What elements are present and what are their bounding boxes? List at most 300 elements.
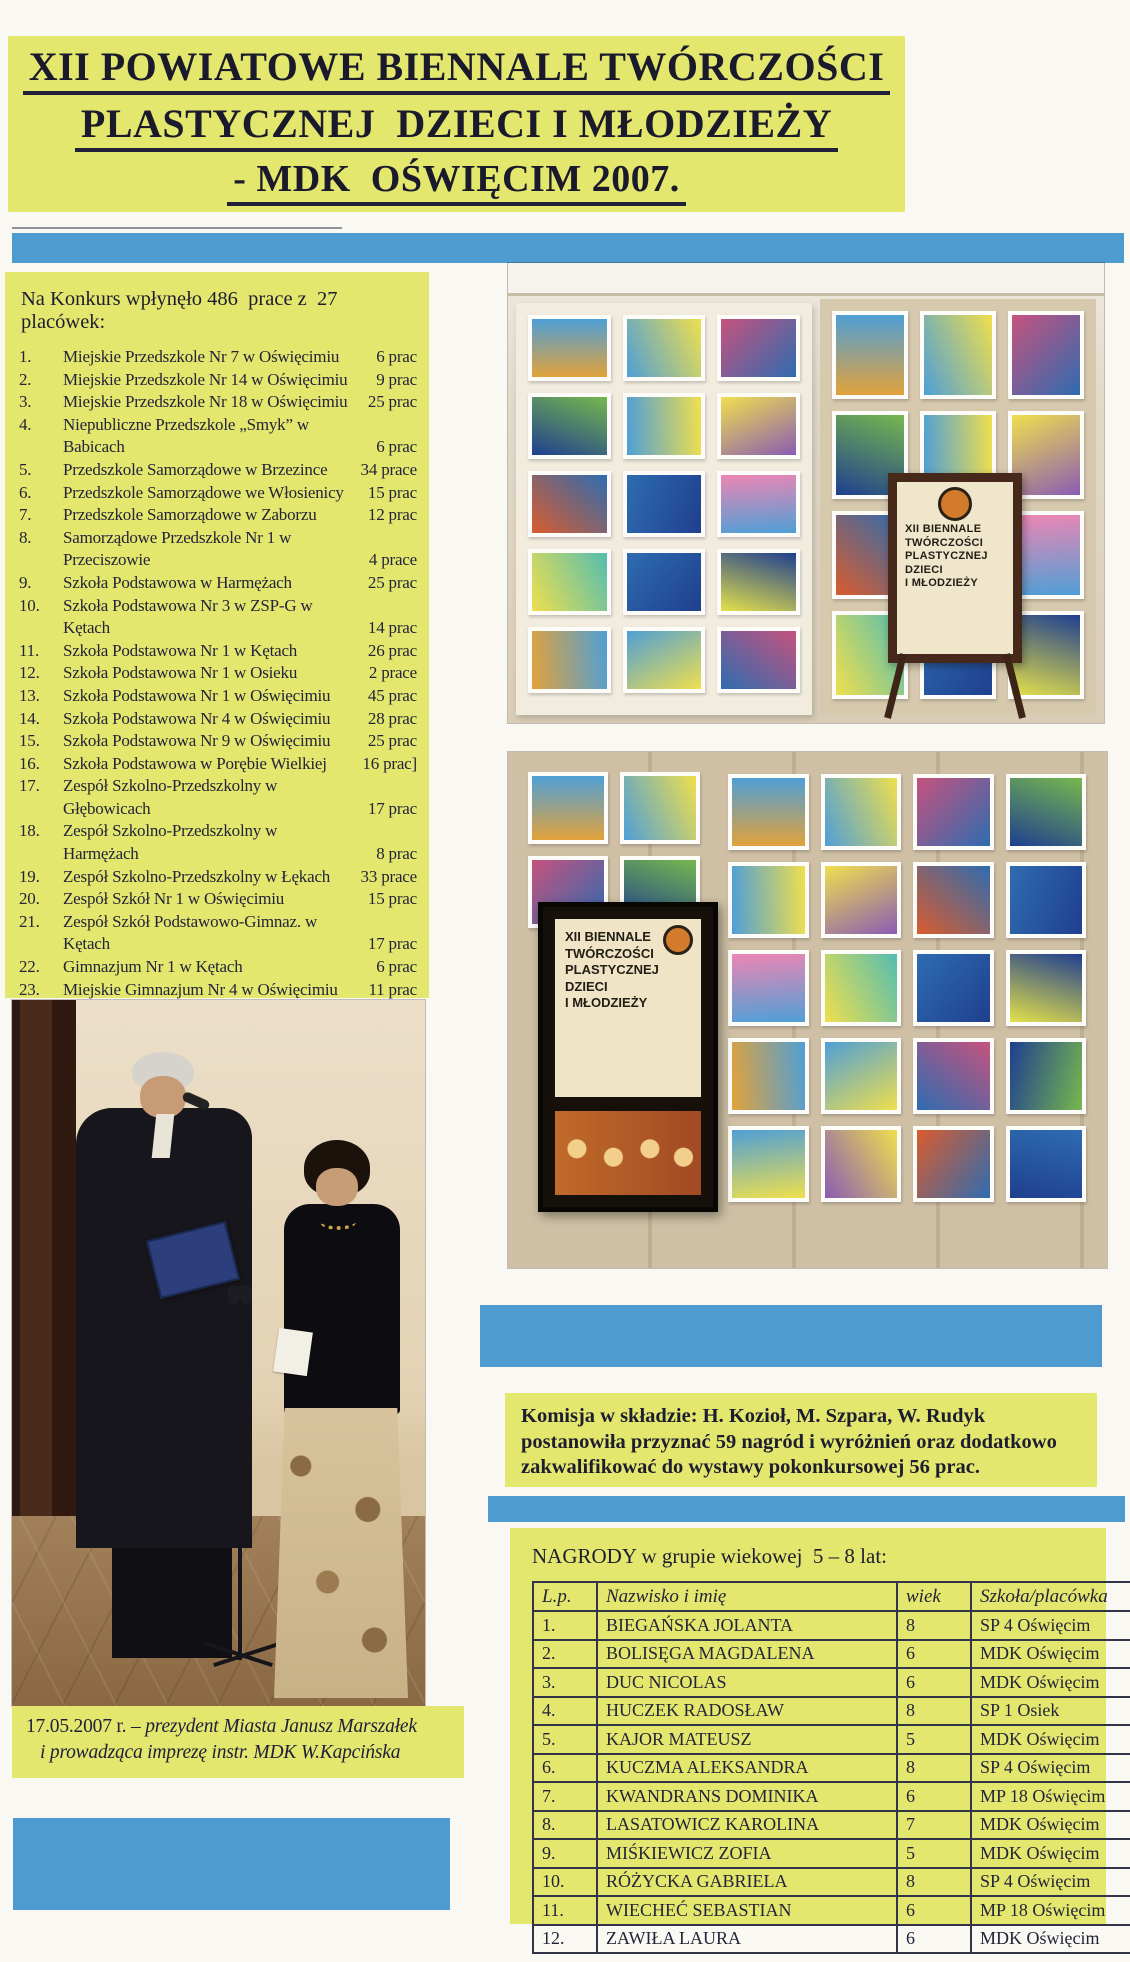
entry-count: 28 prac bbox=[367, 708, 417, 728]
entry-number: 8. bbox=[19, 527, 32, 547]
entry-count: 25 prac bbox=[367, 731, 417, 751]
entry-name-line: Przedszkole Samorządowe w Zaborzu bbox=[63, 505, 317, 525]
divider-bar-awards bbox=[488, 1496, 1125, 1522]
art-panel-left bbox=[516, 303, 812, 715]
awards-cell: 6 bbox=[897, 1925, 971, 1954]
artwork-image bbox=[1012, 315, 1080, 395]
awards-cell: KAJOR MATEUSZ bbox=[597, 1725, 897, 1754]
exhibition-photo-top bbox=[508, 263, 1104, 723]
entry-count: 6 prac bbox=[376, 437, 417, 457]
entry-name bbox=[63, 820, 351, 865]
entry-number: 15. bbox=[19, 731, 40, 751]
artwork-thumbnail bbox=[821, 862, 902, 938]
sign-text-line: XII BIENNALE bbox=[565, 929, 651, 944]
awards-table bbox=[532, 1581, 1130, 1954]
awards-row bbox=[533, 1868, 1130, 1897]
pencil-mark bbox=[12, 227, 342, 229]
awards-cell: 7. bbox=[533, 1782, 597, 1811]
artwork-thumbnail bbox=[821, 1038, 902, 1114]
biennale-sign-board bbox=[538, 902, 718, 1212]
entry-number: 6. bbox=[19, 482, 32, 502]
committee-line1: Komisja w składzie: H. Kozioł, M. Szpara, W. Rudyk bbox=[521, 1405, 986, 1427]
artwork-image bbox=[624, 776, 696, 840]
artwork-image bbox=[627, 553, 702, 611]
entry-name bbox=[63, 414, 351, 459]
awards-cell: SP 4 Oświęcim bbox=[971, 1754, 1130, 1783]
artwork-thumbnail bbox=[1008, 311, 1084, 399]
awards-cell: 1. bbox=[533, 1611, 597, 1640]
entry-count: 9 prac bbox=[376, 369, 417, 389]
president-figure bbox=[76, 1108, 252, 1548]
awards-cell: KUCZMA ALEKSANDRA bbox=[597, 1754, 897, 1783]
entry-name-line: Miejskie Gimnazjum Nr 4 w Oświęcimiu bbox=[63, 979, 338, 999]
caption-line2: i prowadząca imprezę instr. MDK W.Kapcińska bbox=[40, 1742, 401, 1763]
artwork-thumbnail bbox=[528, 772, 608, 844]
awards-cell: MDK Oświęcim bbox=[971, 1839, 1130, 1868]
biennale-sign-placard bbox=[555, 919, 701, 1097]
awards-column-header: Nazwisko i imię bbox=[597, 1582, 897, 1611]
artwork-image bbox=[825, 954, 898, 1022]
entry-name bbox=[63, 730, 351, 753]
artwork-thumbnail bbox=[728, 1126, 809, 1202]
artwork-image bbox=[825, 866, 898, 934]
artwork-thumbnail bbox=[920, 311, 996, 399]
artwork-image bbox=[532, 631, 607, 689]
list-item bbox=[19, 775, 417, 820]
artwork-image bbox=[917, 1130, 990, 1198]
artwork-image bbox=[924, 315, 992, 395]
entry-count: 15 prac bbox=[367, 482, 417, 502]
entry-name-line: Przedszkole Samorządowe w Brzezince bbox=[63, 459, 328, 479]
photo-caption bbox=[12, 1706, 464, 1778]
artwork-image bbox=[917, 1042, 990, 1110]
list-item bbox=[19, 459, 417, 482]
awards-panel bbox=[510, 1528, 1108, 1949]
artwork-thumbnail bbox=[623, 549, 706, 615]
awards-row bbox=[533, 1754, 1130, 1783]
entry-name bbox=[63, 391, 351, 414]
entry-name-line: Zespół Szkolno-Przedszkolny w Harmężach bbox=[63, 821, 278, 864]
entry-count: 12 prac bbox=[367, 505, 417, 525]
entry-name bbox=[63, 888, 351, 911]
artwork-image bbox=[732, 866, 805, 934]
artwork-image bbox=[627, 631, 702, 689]
entry-number: 21. bbox=[19, 911, 40, 931]
entry-name-line: Szkoła Podstawowa Nr 3 w ZSP-G w Kętach bbox=[63, 595, 313, 638]
entry-name-line: Szkoła Podstawowa Nr 1 w Oświęcimiu bbox=[63, 685, 331, 705]
page-title-line3: - MDK OŚWIĘCIM 2007. bbox=[227, 157, 685, 206]
photo-ceiling bbox=[508, 263, 1104, 296]
divider-bar-top bbox=[12, 233, 1124, 263]
entry-number: 4. bbox=[19, 414, 32, 434]
president-legs bbox=[112, 1548, 232, 1658]
entry-name bbox=[63, 685, 351, 708]
awards-cell: 6. bbox=[533, 1754, 597, 1783]
awards-column-header: wiek bbox=[897, 1582, 971, 1611]
entry-number: 13. bbox=[19, 685, 40, 705]
artwork-thumbnail bbox=[728, 1038, 809, 1114]
awards-cell: 6 bbox=[897, 1668, 971, 1697]
list-item bbox=[19, 414, 417, 459]
biennale-sign-easel bbox=[876, 473, 1034, 719]
entry-name bbox=[63, 595, 351, 640]
entry-count: 26 prac bbox=[367, 640, 417, 660]
artwork-thumbnail bbox=[1006, 950, 1087, 1026]
artwork-image bbox=[1010, 778, 1083, 846]
entry-name bbox=[63, 527, 351, 572]
entry-name-line: Szkoła Podstawowa Nr 4 w Oświęcimiu bbox=[63, 708, 331, 728]
sign-text-line: DZIECI bbox=[565, 978, 608, 994]
artwork-image bbox=[627, 475, 702, 533]
entry-name bbox=[63, 662, 351, 685]
artwork-image bbox=[627, 319, 702, 377]
awards-cell: WIECHEĆ SEBASTIAN bbox=[597, 1896, 897, 1925]
artwork-thumbnail bbox=[1006, 1038, 1087, 1114]
entry-number: 9. bbox=[19, 572, 32, 592]
artwork-thumbnail bbox=[528, 315, 611, 381]
artwork-thumbnail bbox=[528, 393, 611, 459]
artwork-thumbnail bbox=[1006, 774, 1087, 850]
entry-number: 12. bbox=[19, 663, 40, 683]
entry-count: 16 prac] bbox=[362, 753, 417, 773]
entry-name-line: Zespół Szkolno-Przedszkolny w Głębowicach bbox=[63, 776, 278, 818]
committee-line2: postanowiła przyznać 59 nagród i wyróżnień oraz dodatkowo bbox=[521, 1430, 1057, 1453]
artwork-image bbox=[732, 1130, 805, 1198]
entry-name bbox=[63, 866, 351, 889]
entry-number: 19. bbox=[19, 866, 40, 886]
list-item bbox=[19, 866, 417, 889]
awards-cell: DUC NICOLAS bbox=[597, 1668, 897, 1697]
divider-bar-middle bbox=[480, 1305, 1102, 1367]
artwork-image bbox=[627, 397, 702, 455]
entry-number: 7. bbox=[19, 505, 32, 525]
entry-count: 34 prace bbox=[360, 459, 417, 479]
awards-row bbox=[533, 1782, 1130, 1811]
awards-cell: 6 bbox=[897, 1640, 971, 1669]
artwork-thumbnail bbox=[821, 950, 902, 1026]
entry-name-line: Szkoła Podstawowa w Harmężach bbox=[63, 572, 292, 592]
awards-cell: 8 bbox=[897, 1611, 971, 1640]
entry-count: 17 prac bbox=[367, 934, 417, 954]
awards-row bbox=[533, 1811, 1130, 1840]
list-item bbox=[19, 820, 417, 865]
artwork-thumbnail bbox=[623, 471, 706, 537]
artwork-image bbox=[721, 397, 796, 455]
artwork-thumbnail bbox=[623, 315, 706, 381]
caption-date: 17.05.2007 r. – bbox=[26, 1716, 141, 1737]
awards-cell: 8 bbox=[897, 1868, 971, 1897]
entry-name bbox=[63, 369, 351, 392]
awards-cell: MDK Oświęcim bbox=[971, 1668, 1130, 1697]
awards-row bbox=[533, 1896, 1130, 1925]
artwork-thumbnail bbox=[913, 950, 994, 1026]
artwork-image bbox=[917, 866, 990, 934]
awards-cell: 8 bbox=[897, 1754, 971, 1783]
entry-name-line: Zespół Szkół Podstawowo-Gimnaz. w Kętach bbox=[63, 911, 318, 954]
artwork-image bbox=[1010, 866, 1083, 934]
awards-cell: MP 18 Oświęcim bbox=[971, 1782, 1130, 1811]
art-grid bbox=[516, 303, 812, 705]
caption-line1 bbox=[26, 1714, 456, 1740]
children-artwork-strip bbox=[555, 1111, 701, 1195]
entry-name bbox=[63, 504, 351, 527]
awards-cell: MDK Oświęcim bbox=[971, 1640, 1130, 1669]
entry-number: 18. bbox=[19, 821, 40, 841]
entry-name bbox=[63, 346, 351, 369]
artwork-image bbox=[532, 475, 607, 533]
awards-cell: MDK Oświęcim bbox=[971, 1725, 1130, 1754]
entry-name bbox=[63, 956, 351, 979]
entry-name bbox=[63, 708, 351, 731]
artwork-thumbnail bbox=[1006, 1126, 1087, 1202]
art-grid bbox=[716, 762, 1098, 1214]
artwork-thumbnail bbox=[821, 774, 902, 850]
entry-number: 5. bbox=[19, 459, 32, 479]
artwork-thumbnail bbox=[913, 774, 994, 850]
awards-cell: ZAWIŁA LAURA bbox=[597, 1925, 897, 1954]
entry-number: 23. bbox=[19, 979, 40, 999]
sign-text-line: PLASTYCZNEJ bbox=[565, 962, 659, 977]
artwork-thumbnail bbox=[913, 1038, 994, 1114]
papers bbox=[273, 1328, 313, 1376]
artwork-thumbnail bbox=[728, 950, 809, 1026]
awards-cell: MDK Oświęcim bbox=[971, 1925, 1130, 1954]
president-face bbox=[140, 1076, 186, 1118]
artwork-thumbnail bbox=[623, 627, 706, 693]
entry-count: 25 prac bbox=[367, 572, 417, 592]
entry-count: 6 prac bbox=[376, 957, 417, 977]
artwork-image bbox=[721, 553, 796, 611]
awards-cell: 11. bbox=[533, 1896, 597, 1925]
awards-cell: 12. bbox=[533, 1925, 597, 1954]
entry-name bbox=[63, 640, 351, 663]
artwork-image bbox=[532, 553, 607, 611]
list-item bbox=[19, 956, 417, 979]
entry-number: 2. bbox=[19, 369, 32, 389]
entry-number: 22. bbox=[19, 957, 40, 977]
artwork-thumbnail bbox=[717, 627, 800, 693]
sign-text-line: I MŁODZIEŻY bbox=[565, 995, 648, 1010]
entry-name-line: Szkoła Podstawowa w Porębie Wielkiej bbox=[63, 753, 327, 773]
entry-number: 11. bbox=[19, 640, 40, 660]
awards-cell: SP 4 Oświęcim bbox=[971, 1868, 1130, 1897]
sign-text-line: PLASTYCZNEJ bbox=[905, 550, 988, 562]
entry-count: 14 prac bbox=[367, 618, 417, 638]
artwork-image bbox=[732, 778, 805, 846]
exhibition-photo-bottom bbox=[508, 752, 1107, 1268]
biennale-logo-icon bbox=[663, 925, 693, 955]
entry-name-line: Gimnazjum Nr 1 w Kętach bbox=[63, 957, 243, 977]
awards-cell: 6 bbox=[897, 1896, 971, 1925]
list-item bbox=[19, 482, 417, 505]
list-item bbox=[19, 346, 417, 369]
awards-cell: LASATOWICZ KAROLINA bbox=[597, 1811, 897, 1840]
entry-number: 1. bbox=[19, 347, 32, 366]
artwork-image bbox=[1010, 954, 1083, 1022]
artwork-thumbnail bbox=[913, 862, 994, 938]
artwork-image bbox=[532, 397, 607, 455]
entry-name bbox=[63, 911, 351, 956]
entry-name-line: Miejskie Przedszkole Nr 18 w Oświęcimiu bbox=[63, 392, 348, 412]
entry-number: 10. bbox=[19, 595, 40, 615]
entry-number: 20. bbox=[19, 889, 40, 909]
awards-cell: KWANDRANS DOMINIKA bbox=[597, 1782, 897, 1811]
awards-cell: 2. bbox=[533, 1640, 597, 1669]
committee-line3: zakwalifikować do wystawy pokonkursowej 56 prac. bbox=[521, 1456, 980, 1478]
awards-column-header: L.p. bbox=[533, 1582, 597, 1611]
artwork-image bbox=[721, 475, 796, 533]
biennale-sign-text bbox=[897, 523, 1013, 591]
artwork-thumbnail bbox=[717, 549, 800, 615]
entry-count: 4 prace bbox=[368, 550, 417, 570]
awards-row bbox=[533, 1839, 1130, 1868]
artwork-thumbnail bbox=[728, 774, 809, 850]
artwork-image bbox=[1010, 1042, 1083, 1110]
awards-table-body bbox=[533, 1611, 1130, 1953]
entry-name-line: Szkoła Podstawowa Nr 1 w Osieku bbox=[63, 663, 298, 683]
entry-name-line: Szkoła Podstawowa Nr 9 w Oświęcimiu bbox=[63, 731, 331, 751]
awards-cell: BOLISĘGA MAGDALENA bbox=[597, 1640, 897, 1669]
artwork-image bbox=[825, 1130, 898, 1198]
entry-name bbox=[63, 482, 351, 505]
sign-text-line: TWÓRCZOŚCI bbox=[905, 536, 984, 549]
awards-cell: 10. bbox=[533, 1868, 597, 1897]
entry-count: 6 prac bbox=[376, 347, 417, 366]
awards-header-row bbox=[533, 1582, 1130, 1611]
awards-cell: 5 bbox=[897, 1725, 971, 1754]
artwork-thumbnail bbox=[728, 862, 809, 938]
entry-name-line: Miejskie Przedszkole Nr 14 w Oświęcimiu bbox=[63, 369, 348, 389]
list-item bbox=[19, 572, 417, 595]
biennale-sign-placard bbox=[888, 473, 1022, 663]
artwork-thumbnail bbox=[528, 627, 611, 693]
artwork-thumbnail bbox=[821, 1126, 902, 1202]
entry-name-line: Niepubliczne Przedszkole „Smyk” w Babicach bbox=[63, 414, 309, 457]
committee-note bbox=[505, 1393, 1097, 1487]
list-item bbox=[19, 685, 417, 708]
awards-row bbox=[533, 1725, 1130, 1754]
artwork-thumbnail bbox=[528, 471, 611, 537]
artwork-thumbnail bbox=[717, 315, 800, 381]
entry-count: 17 prac bbox=[367, 798, 417, 818]
mic-stand bbox=[238, 1300, 242, 1660]
awards-cell: SP 1 Osiek bbox=[971, 1697, 1130, 1726]
entries-intro: Na Konkurs wpłynęło 486 prace z 27 placówek: bbox=[21, 288, 343, 333]
artwork-thumbnail bbox=[717, 393, 800, 459]
list-item bbox=[19, 911, 417, 956]
ceremony-photo bbox=[12, 1000, 425, 1706]
list-item bbox=[19, 662, 417, 685]
artwork-thumbnail bbox=[913, 1126, 994, 1202]
awards-cell: 7 bbox=[897, 1811, 971, 1840]
sign-text-line: I MŁODZIEŻY bbox=[905, 577, 978, 589]
title-banner bbox=[8, 36, 905, 212]
artwork-thumbnail bbox=[528, 549, 611, 615]
entry-number: 14. bbox=[19, 708, 40, 728]
awards-cell: 6 bbox=[897, 1782, 971, 1811]
awards-row bbox=[533, 1668, 1130, 1697]
awards-cell: RÓŻYCKA GABRIELA bbox=[597, 1868, 897, 1897]
entry-count: 15 prac bbox=[367, 889, 417, 909]
artwork-thumbnail bbox=[623, 393, 706, 459]
entry-count: 45 prac bbox=[367, 685, 417, 705]
list-item bbox=[19, 504, 417, 527]
entry-count: 33 prace bbox=[360, 866, 417, 886]
awards-row bbox=[533, 1697, 1130, 1726]
entry-name bbox=[63, 775, 351, 820]
list-item bbox=[19, 527, 417, 572]
awards-row bbox=[533, 1925, 1130, 1954]
divider-bar-bottom bbox=[13, 1818, 450, 1910]
caption-text: prezydent Miasta Janusz Marszałek bbox=[145, 1716, 417, 1737]
host-figure bbox=[284, 1204, 400, 1414]
list-item bbox=[19, 753, 417, 776]
awards-row bbox=[533, 1640, 1130, 1669]
list-item bbox=[19, 979, 417, 1002]
artwork-image bbox=[732, 1042, 805, 1110]
entry-name bbox=[63, 572, 351, 595]
artwork-image bbox=[1010, 1130, 1083, 1198]
list-item bbox=[19, 369, 417, 392]
list-item bbox=[19, 708, 417, 731]
entry-name-line: Miejskie Przedszkole Nr 7 w Oświęcimiu bbox=[63, 347, 340, 366]
awards-cell: 5. bbox=[533, 1725, 597, 1754]
entry-name-line: Szkoła Podstawowa Nr 1 w Kętach bbox=[63, 640, 298, 660]
artwork-image bbox=[721, 319, 796, 377]
awards-cell: HUCZEK RADOSŁAW bbox=[597, 1697, 897, 1726]
awards-cell: 8. bbox=[533, 1811, 597, 1840]
entry-count: 25 prac bbox=[367, 392, 417, 412]
artwork-thumbnail bbox=[832, 311, 908, 399]
awards-cell: BIEGAŃSKA JOLANTA bbox=[597, 1611, 897, 1640]
entry-name-line: Przedszkole Samorządowe we Włosienicy bbox=[63, 482, 344, 502]
entry-count: 2 prace bbox=[368, 663, 417, 683]
sign-text-line: TWÓRCZOŚCI bbox=[565, 945, 654, 961]
entry-count: 8 prac bbox=[376, 844, 417, 864]
artwork-thumbnail bbox=[620, 772, 700, 844]
host-skirt bbox=[274, 1408, 408, 1698]
sign-text-line: XII BIENNALE bbox=[905, 523, 982, 535]
entry-number: 16. bbox=[19, 753, 40, 773]
awards-column-header: Szkoła/placówka bbox=[971, 1582, 1130, 1611]
entry-name bbox=[63, 459, 351, 482]
artwork-image bbox=[732, 954, 805, 1022]
list-item bbox=[19, 640, 417, 663]
artwork-thumbnail bbox=[717, 471, 800, 537]
artwork-image bbox=[532, 319, 607, 377]
host-face bbox=[316, 1168, 358, 1206]
awards-title: NAGRODY w grupie wiekowej 5 – 8 lat: bbox=[532, 1544, 888, 1568]
entry-number: 3. bbox=[19, 392, 32, 412]
artwork-image bbox=[917, 778, 990, 846]
awards-cell: SP 4 Oświęcim bbox=[971, 1611, 1130, 1640]
sign-text-line: DZIECI bbox=[905, 563, 943, 576]
entries-panel bbox=[5, 272, 429, 998]
awards-cell: MIŚKIEWICZ ZOFIA bbox=[597, 1839, 897, 1868]
biennale-logo-icon bbox=[938, 487, 972, 521]
entry-count: 11 prac bbox=[368, 979, 417, 999]
awards-cell: 9. bbox=[533, 1839, 597, 1868]
artwork-image bbox=[825, 1042, 898, 1110]
entry-name bbox=[63, 753, 351, 776]
list-item bbox=[19, 595, 417, 640]
awards-cell: 4. bbox=[533, 1697, 597, 1726]
awards-cell: MP 18 Oświęcim bbox=[971, 1896, 1130, 1925]
awards-cell: 3. bbox=[533, 1668, 597, 1697]
page-title-line1: XII POWIATOWE BIENNALE TWÓRCZOŚCI bbox=[23, 43, 891, 95]
artwork-image bbox=[825, 778, 898, 846]
awards-cell: 8 bbox=[897, 1697, 971, 1726]
